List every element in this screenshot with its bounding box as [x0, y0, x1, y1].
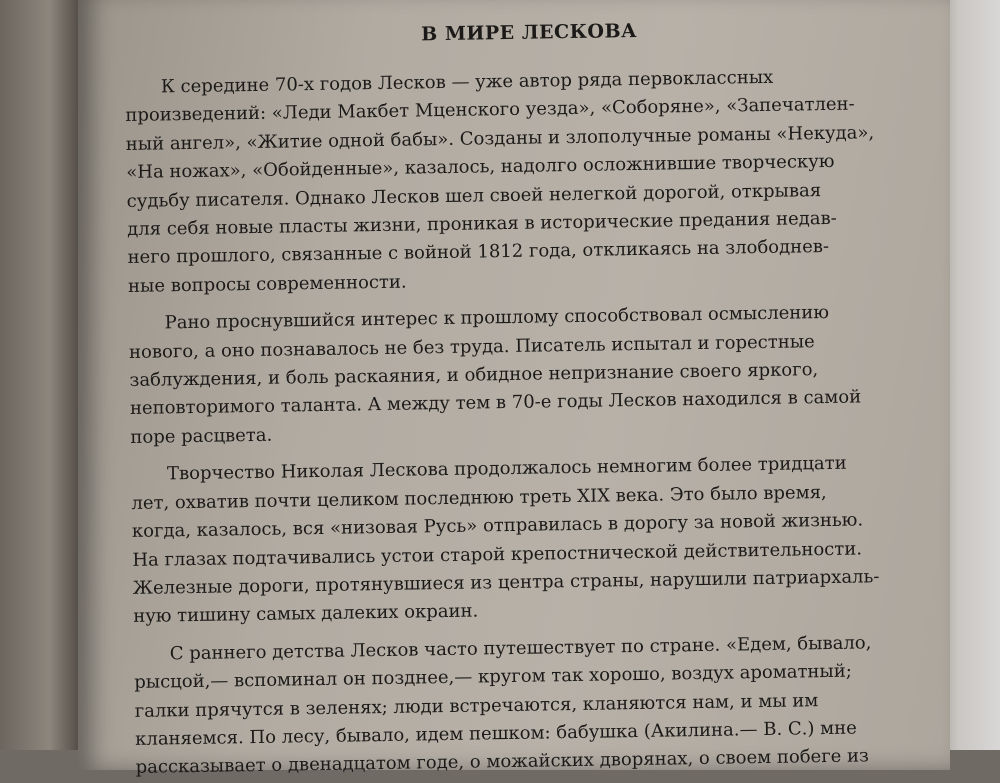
text-line: Железные дороги, протянувшиеся из центра страны, нарушили патриархаль- [132, 566, 880, 599]
text-line: рассказывает о двенадцатом годе, о можайских дворянах, о своем побеге из [135, 745, 870, 779]
paragraph-3 [131, 449, 904, 632]
text-line: ную тишину самых далеких окраин. [133, 600, 479, 628]
text-line: На глазах подтачивались устои старой крепостнической действительности. [132, 537, 863, 571]
text-line: С раннего детства Лесков часто путешествует по стране. «Едем, бывало, [169, 632, 872, 665]
previous-page-edge [0, 0, 90, 750]
text-line: него прошлого, связанные с войной 1812 года, откликаясь на злободнев- [127, 236, 830, 269]
page-text [124, 16, 906, 783]
text-line: ный ангел», «Житие одной бабы». Созданы и злополучные романы «Некуда», [125, 122, 875, 155]
paragraph-4 [134, 629, 906, 783]
page-title: В МИРЕ ЛЕСКОВА [421, 19, 638, 46]
text-line: Рано проснувшийся интерес к прошлому способствовал осмыслению [164, 302, 830, 334]
text-line: заблуждения, и боль раскаяния, и обидное непризнание своего яркого, [129, 359, 819, 392]
text-line: галки прячутся в зеленях; люди встречаются, кланяются нам, и мы им [134, 689, 819, 722]
text-line: нового, а оно познавалось не без труда. Писатель испытал и горестные [128, 330, 815, 363]
text-line: судьбу писателя. Однако Лесков шел своей нелегкой дорогой, открывая [126, 179, 822, 212]
text-line: ные вопросы современности. [127, 271, 407, 297]
text-line: К середине 70-х годов Лесков — уже автор ряда первоклассных [160, 66, 774, 98]
text-line: неповторимого таланта. А между тем в 70-е годы Лесков находился в самой [129, 386, 862, 420]
paragraph-2 [128, 298, 900, 452]
text-line: «На ножах», «Обойденные», казалось, надолго осложнившие творческую [126, 151, 835, 184]
text-line: поре расцвета. [130, 424, 273, 448]
text-line: кланяемся. По лесу, бывало, идем пешком: бабушка (Акилина.— В. С.) мне [135, 717, 857, 750]
text-line: когда, казалось, вся «низовая Русь» отправилась в дорогу за новой жизнью. [131, 509, 864, 543]
text-line: рысцой,— вспоминал он позднее,— кругом так хорошо, воздух ароматный; [134, 660, 852, 694]
text-line: для себя новые пласты жизни, проникая в исторические предания недав- [127, 207, 837, 241]
text-line: произведений: «Леди Макбет Мценского уезда», «Соборяне», «Запечатлен- [125, 93, 855, 127]
text-line: Творчество Николая Лескова продолжалось немногим более тридцати [166, 452, 847, 485]
text-line: лет, охватив почти целиком последнюю треть XIX века. Это было время, [131, 481, 827, 514]
paragraph-1 [125, 62, 898, 301]
